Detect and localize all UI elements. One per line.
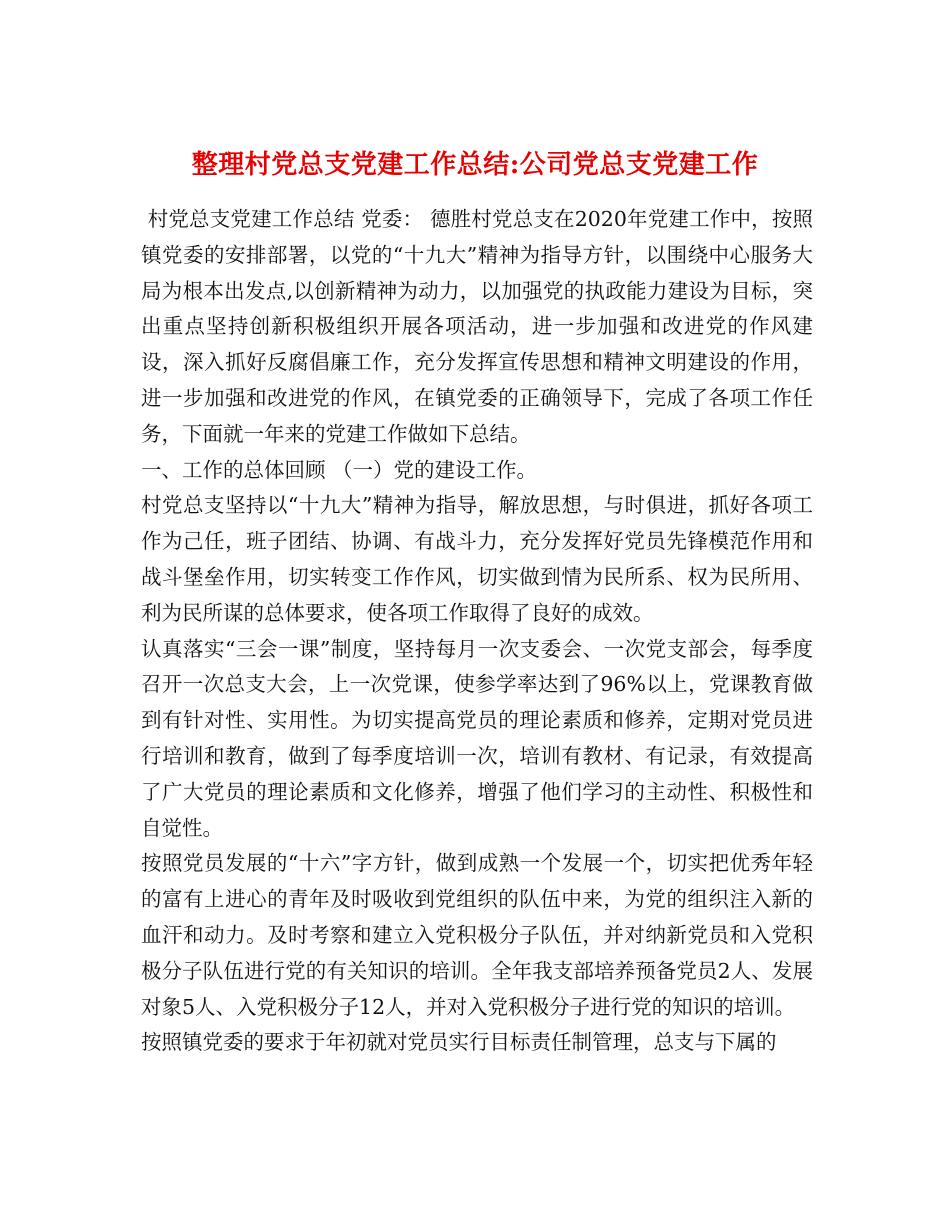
paragraph-responsibility: 按照镇党委的要求于年初就对党员实行目标责任制管理，总支与下属的 <box>141 1030 777 1055</box>
section-heading: 一、工作的总体回顾 （一）党的建设工作。 <box>141 457 538 482</box>
paragraph-membership: 按照党员发展的“十六”字方针，做到成熟一个发展一个，切实把优秀年轻的富有上进心的青年及时吸收到党组织的队伍中来，为党的组织注入新的血汗和动力。及时考察和建立入党积极分子队伍，并对纳新党员和入党积极分子队伍进行党的有关知识的培训。全年我支部培养预备党员2人、发展对象5人、入党积极分子12人，并对入党积极分子进行党的知识的培训。 <box>141 851 813 1019</box>
paragraph-principles: 村党总支坚持以“十九大”精神为指导，解放思想，与时俱进，抓好各项工作为己任，班子团结、协调、有战斗力，充分发挥好党员先锋模范作用和战斗堡垒作用，切实转变工作作风，切实做到情为民所系、权为民所用、利为民所谋的总体要求，使各项工作取得了良好的成效。 <box>141 493 813 625</box>
page-title: 整理村党总支党建工作总结:公司党总支党建工作 <box>191 150 759 181</box>
document-body <box>141 202 813 1061</box>
paragraph-meetings: 认真落实“三会一课”制度，坚持每月一次支委会、一次党支部会，每季度召开一次总支大会，上一次党课，使参学率达到了96%以上，党课教育做到有针对性、实用性。为切实提高党员的理论素质和修养，定期对党员进行培训和教育，做到了每季度培训一次，培训有教材、有记录，有效提高了广大党员的理论素质和文化修养，增强了他们学习的主动性、积极性和自觉性。 <box>141 636 813 840</box>
paragraph-intro: 村党总支党建工作总结 党委： 德胜村党总支在2020年党建工作中，按照镇党委的安排部署，以党的“十九大”精神为指导方针，以围绕中心服务大局为根本出发点,以创新精神为动力，以加强党的执政能力建设为目标，突出重点坚持创新积极组织开展各项活动，进一步加强和改进党的作风建设，深入抓好反腐倡廉工作，充分发挥宣传思想和精神文明建设的作用，进一步加强和改进党的作风，在镇党委的正确领导下，完成了各项工作任务，下面就一年来的党建工作做如下总结。 <box>141 207 813 446</box>
